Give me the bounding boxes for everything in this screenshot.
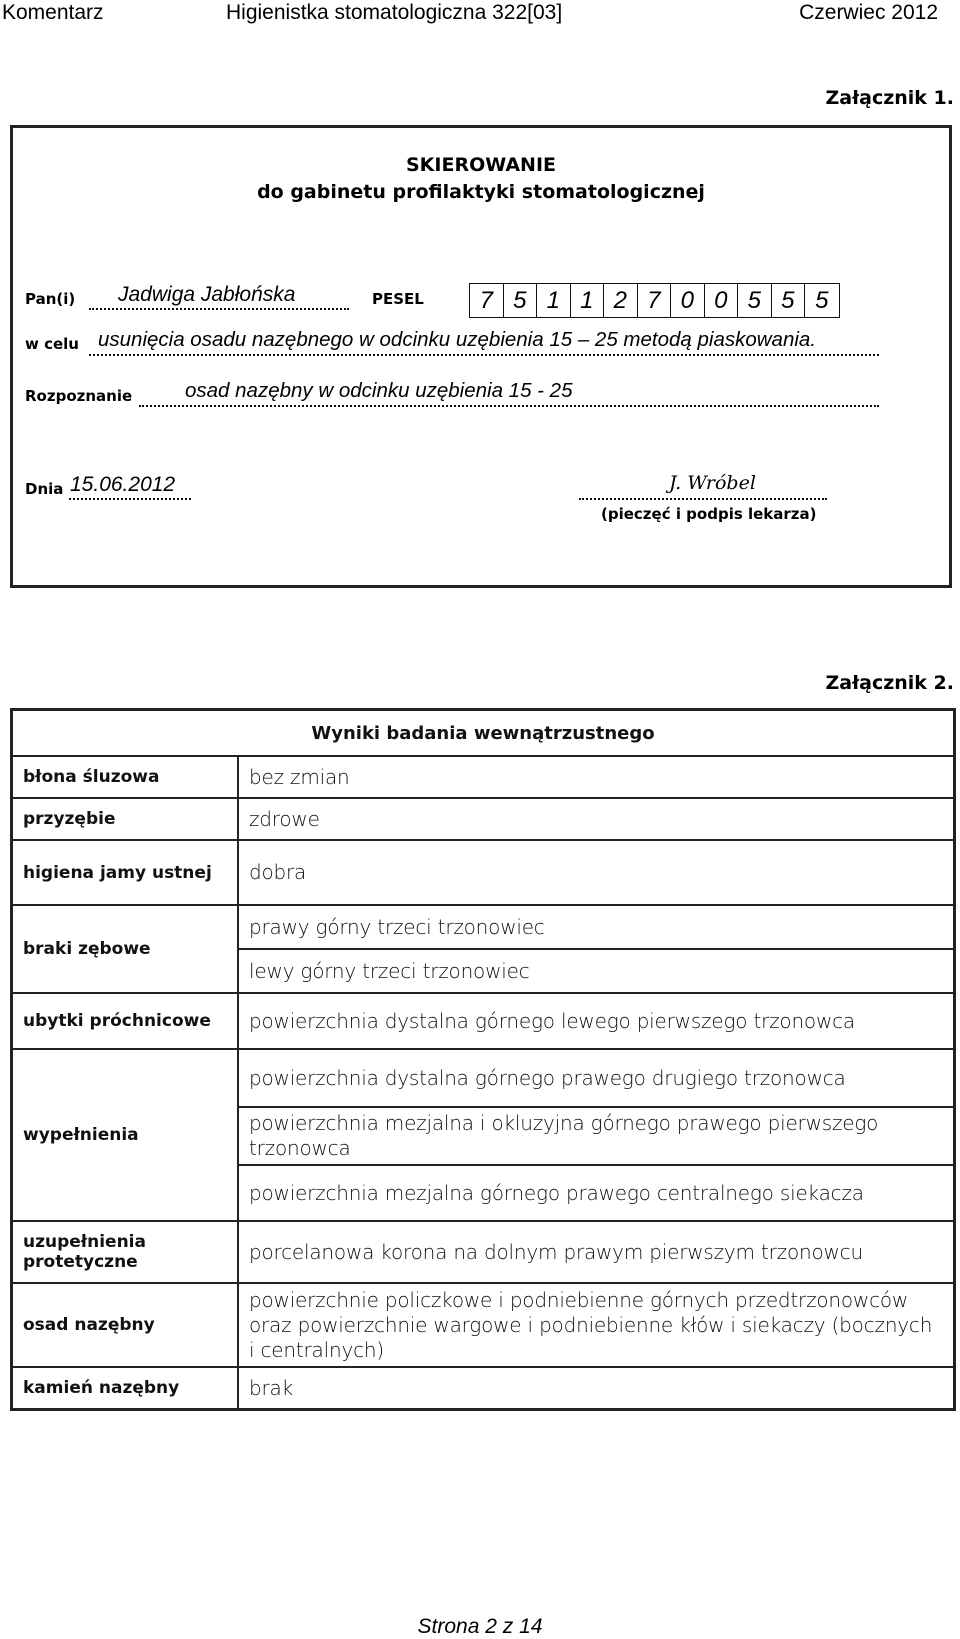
date-value: 15.06.2012 bbox=[70, 473, 176, 496]
signature: J. Wróbel bbox=[669, 472, 756, 494]
page-header bbox=[0, 0, 960, 30]
attachment1-label: Załącznik 1. bbox=[825, 87, 954, 109]
diagnosis-dotted-line bbox=[139, 405, 879, 407]
row-key: przyzębie bbox=[12, 798, 239, 840]
date-label: Dnia bbox=[25, 480, 64, 498]
row-value: bez zmian bbox=[238, 756, 955, 798]
exam-results-table bbox=[10, 708, 956, 1411]
row-value: brak bbox=[238, 1367, 955, 1410]
referral-subtitle: do gabinetu profilaktyki stomatologicznej bbox=[257, 181, 705, 203]
header-right: Czerwiec 2012 bbox=[799, 1, 938, 24]
pesel-label: PESEL bbox=[372, 290, 424, 308]
row-key: higiena jamy ustnej bbox=[12, 840, 239, 905]
row-value: zdrowe bbox=[238, 798, 955, 840]
table-title: Wyniki badania wewnątrzustnego bbox=[12, 710, 955, 757]
pesel-digit: 7 bbox=[470, 284, 504, 317]
table-row bbox=[12, 840, 955, 905]
signature-dotted-line bbox=[579, 498, 827, 500]
page-footer: Strona 2 z 14 bbox=[417, 1615, 543, 1638]
row-value: lewy górny trzeci trzonowiec bbox=[238, 949, 955, 993]
pesel-digit: 1 bbox=[571, 284, 605, 317]
row-value: powierzchnia mezjalna górnego prawego centralnego siekacza bbox=[238, 1165, 955, 1221]
header-center: Higienistka stomatologiczna 322[03] bbox=[226, 1, 563, 24]
row-key: błona śluzowa bbox=[12, 756, 239, 798]
row-key: wypełnienia bbox=[12, 1049, 239, 1221]
pesel-digit: 0 bbox=[705, 284, 739, 317]
date-dotted-line bbox=[69, 498, 191, 500]
patient-name: Jadwiga Jabłońska bbox=[118, 283, 296, 306]
diagnosis-label: Rozpoznanie bbox=[25, 387, 133, 405]
table-row bbox=[12, 1283, 955, 1367]
pesel-digit: 2 bbox=[604, 284, 638, 317]
row-value: porcelanowa korona na dolnym prawym pierwszym trzonowcu bbox=[238, 1221, 955, 1283]
table-row bbox=[12, 1049, 955, 1107]
row-value: dobra bbox=[238, 840, 955, 905]
referral-title: SKIEROWANIE bbox=[406, 154, 556, 176]
table-row bbox=[12, 993, 955, 1049]
table-row bbox=[12, 905, 955, 949]
row-key: braki zębowe bbox=[12, 905, 239, 993]
pesel-digit: 5 bbox=[815, 286, 829, 314]
purpose-dotted-line bbox=[89, 354, 879, 356]
table-row bbox=[12, 1221, 955, 1283]
row-value: powierzchnie policzkowe i podniebienne górnych przedtrzonowców oraz powierzchnie wargowe i podniebienne kłów i siekaczy (bocznych i centralnych) bbox=[238, 1283, 955, 1367]
pesel-boxes bbox=[469, 283, 840, 318]
row-key: uzupełnienia protetyczne bbox=[12, 1221, 239, 1283]
pesel-digit: 5 bbox=[772, 284, 806, 317]
pesel-digit: 5 bbox=[738, 284, 772, 317]
table-row bbox=[12, 798, 955, 840]
pesel-digit: 1 bbox=[537, 284, 571, 317]
header-left: Komentarz bbox=[2, 1, 104, 24]
row-value: prawy górny trzeci trzonowiec bbox=[238, 905, 955, 949]
pesel-digit: 7 bbox=[638, 284, 672, 317]
patient-dotted-line bbox=[89, 308, 349, 310]
table-row bbox=[12, 1367, 955, 1410]
referral-form bbox=[10, 125, 952, 588]
purpose-label: w celu bbox=[25, 335, 79, 353]
row-value: powierzchnia dystalna górnego lewego pierwszego trzonowca bbox=[238, 993, 955, 1049]
diagnosis-text: osad nazębny w odcinku uzębienia 15 - 25 bbox=[185, 379, 573, 402]
row-key: ubytki próchnicowe bbox=[12, 993, 239, 1049]
table-row bbox=[12, 756, 955, 798]
signature-caption: (pieczęć i podpis lekarza) bbox=[601, 505, 817, 523]
row-value: powierzchnia mezjalna i okluzyjna górnego prawego pierwszego trzonowca bbox=[238, 1107, 955, 1165]
pesel-digit: 0 bbox=[671, 284, 705, 317]
row-key: osad nazębny bbox=[12, 1283, 239, 1367]
pesel-digit: 5 bbox=[504, 284, 538, 317]
patient-label: Pan(i) bbox=[25, 290, 76, 308]
attachment2-label: Załącznik 2. bbox=[825, 672, 954, 694]
row-key: kamień nazębny bbox=[12, 1367, 239, 1410]
row-value: powierzchnia dystalna górnego prawego drugiego trzonowca bbox=[238, 1049, 955, 1107]
purpose-text: usunięcia osadu nazębnego w odcinku uzębienia 15 – 25 metodą piaskowania. bbox=[98, 328, 817, 351]
